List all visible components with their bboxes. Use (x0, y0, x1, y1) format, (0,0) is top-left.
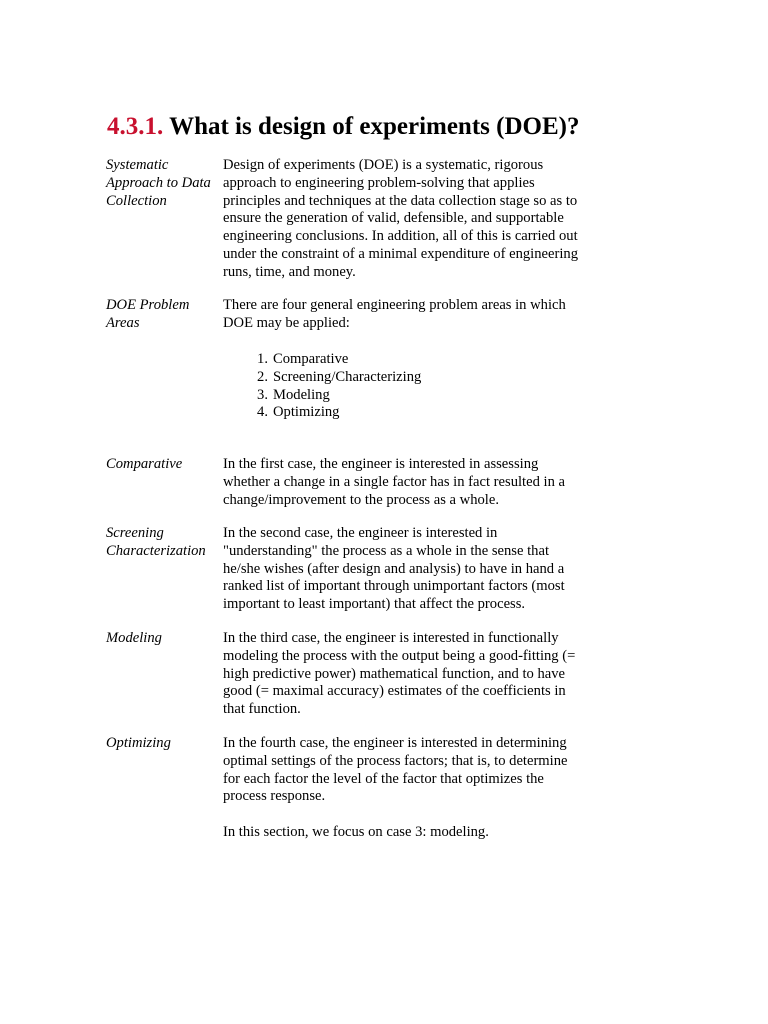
list-item (223, 387, 585, 405)
list-item-number: 1. (257, 351, 268, 367)
body-paragraph: In the first case, the engineer is interested in assessing whether a change in a single factor has in fact resulted in a change/improvement to the process as a whole. (223, 456, 565, 508)
closing-note: In this section, we focus on case 3: modeling. (223, 824, 489, 840)
body-paragraph: Design of experiments (DOE) is a systematic, rigorous approach to engineering problem-solving that applies principles and techniques at the data collection stage so as to ensure the generation of valid, defensible, and supportable engineering conclusions. In addition, all of this is carried out under the constraint of a minimal expenditure of engineering runs, time, and money. (223, 157, 578, 280)
section-number: 4.3.1. (107, 113, 164, 140)
margin-label: Screening Characterization (106, 525, 206, 559)
body-paragraph: In the fourth case, the engineer is interested in determining optimal settings of the process factors; that is, to determine for each factor the level of the factor that optimizes the process response. (223, 735, 568, 805)
problem-areas-list (223, 351, 585, 422)
section-heading (107, 110, 579, 144)
margin-label: DOE Problem Areas (106, 297, 190, 331)
section-title: What is design of experiments (DOE)? (169, 113, 580, 140)
margin-label: Comparative (106, 456, 183, 472)
list-item (223, 404, 585, 422)
list-item-text: Comparative (273, 351, 349, 367)
body-paragraph: In the third case, the engineer is interested in functionally modeling the process with the output being a good-fitting (= high predictive power) mathematical function, and to have good (= maximal accuracy) estimates of the coefficients in that function. (223, 630, 576, 718)
list-item-number: 3. (257, 386, 268, 403)
body-paragraph: In the second case, the engineer is interested in "understanding" the process as a whole in the sense that he/she wishes (after design and analysis) to have in hand a ranked list of important through unimportant factors (most important to least important) that affect the process. (223, 525, 565, 613)
list-item (223, 369, 585, 387)
body-paragraph: There are four general engineering problem areas in which DOE may be applied: (223, 297, 566, 331)
list-item-text: Modeling (273, 386, 330, 403)
list-item-number: 2. (257, 368, 268, 385)
list-item-number: 4. (257, 404, 268, 421)
margin-label: Optimizing (106, 735, 171, 751)
list-item-text: Screening/Characterizing (273, 368, 422, 385)
list-item (223, 351, 585, 369)
margin-label: Modeling (106, 630, 162, 646)
list-item-text: Optimizing (273, 404, 340, 421)
margin-label: Systematic Approach to Data Collection (106, 157, 211, 209)
